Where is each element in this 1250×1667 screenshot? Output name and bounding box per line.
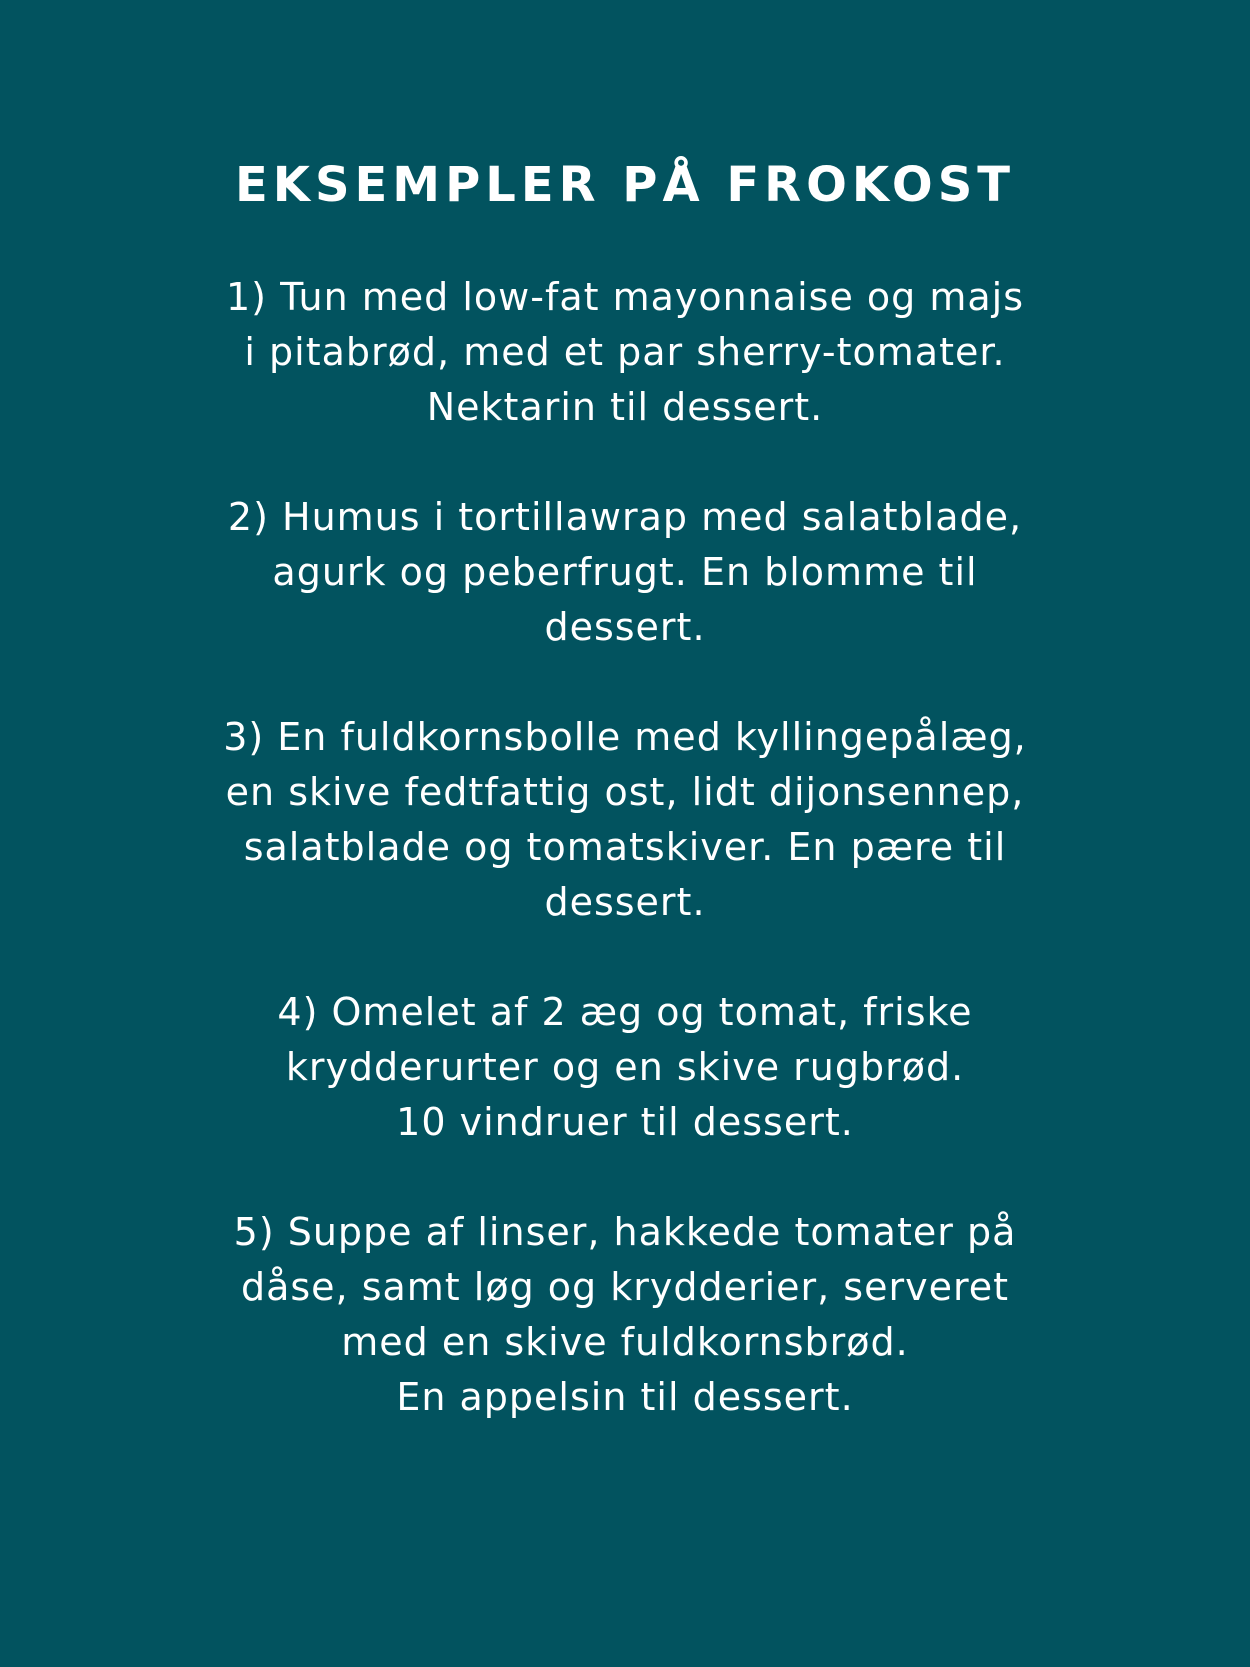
item-line: En appelsin til dessert. <box>396 1375 854 1419</box>
item-line: dessert. <box>544 880 706 924</box>
list-item <box>0 490 1250 655</box>
item-line: salatblade og tomatskiver. En pære til <box>243 825 1007 869</box>
item-line: med en skive fuldkornsbrød. <box>341 1320 909 1364</box>
item-line: 3) En fuldkornsbolle med kyllingepålæg, <box>223 715 1027 759</box>
item-line: 10 vindruer til dessert. <box>396 1100 854 1144</box>
item-line: i pitabrød, med et par sherry-tomater. <box>244 330 1006 374</box>
item-line: en skive fedtfattig ost, lidt dijonsennep, <box>225 770 1025 814</box>
item-line: agurk og peberfrugt. En blomme til <box>272 550 978 594</box>
item-line: dessert. <box>544 605 706 649</box>
item-line: 1) Tun med low-fat mayonnaise og majs <box>225 275 1025 319</box>
list-item <box>0 710 1250 930</box>
lunch-list <box>0 270 1250 1425</box>
list-item <box>0 985 1250 1150</box>
page-title: EKSEMPLER PÅ FROKOST <box>234 157 1016 213</box>
list-item <box>0 270 1250 435</box>
item-line: 4) Omelet af 2 æg og tomat, friske <box>277 990 973 1034</box>
list-item <box>0 1205 1250 1425</box>
item-line: krydderurter og en skive rugbrød. <box>285 1045 965 1089</box>
item-line: 2) Humus i tortillawrap med salatblade, <box>227 495 1023 539</box>
item-line: 5) Suppe af linser, hakkede tomater på <box>233 1210 1017 1254</box>
item-line: Nektarin til dessert. <box>426 385 824 429</box>
item-line: dåse, samt løg og krydderier, serveret <box>240 1265 1010 1309</box>
